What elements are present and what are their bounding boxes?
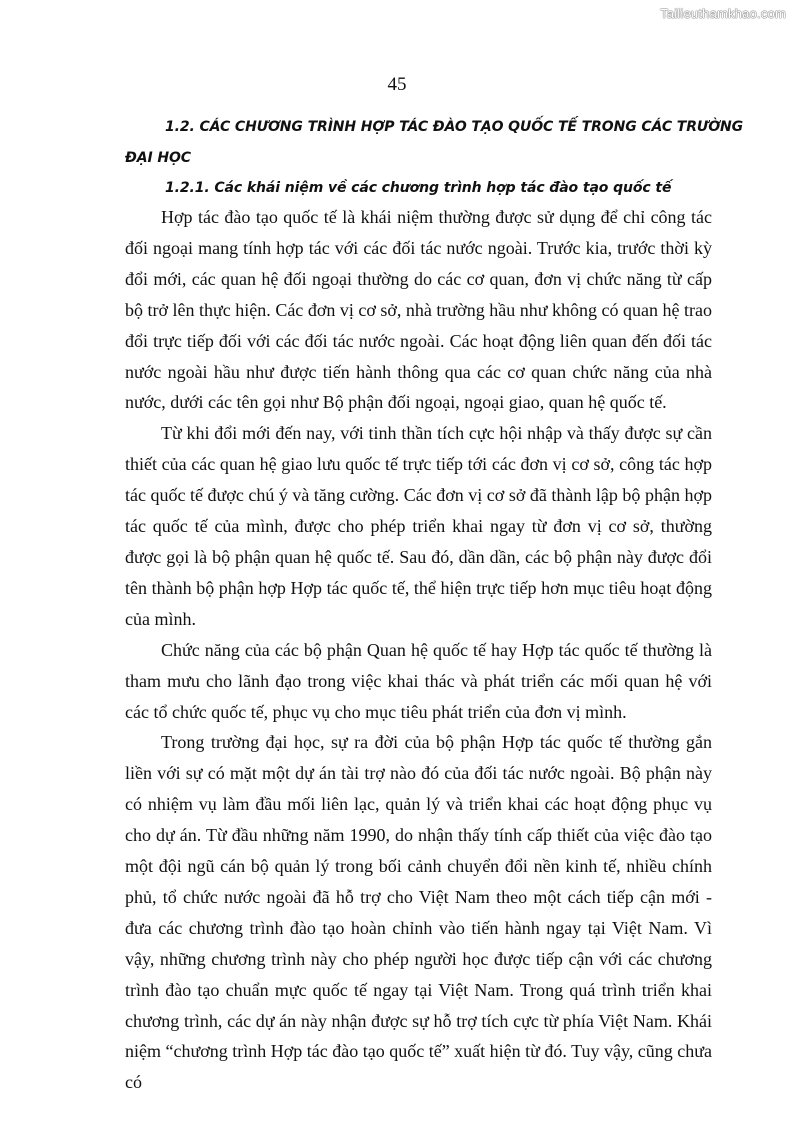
subsection-heading: 1.2.1. Các khái niệm về các chương trình hợp tác đào tạo quốc tế	[165, 180, 672, 196]
paragraph: Hợp tác đào tạo quốc tế là khái niệm thường được sử dụng để chỉ công tác đối ngoại mang tính hợp tác với các đối tác nước ngoài. Trước kia, trước thời kỳ đổi mới, các quan hệ đối ngoại thường do các cơ quan, đơn vị chức năng từ cấp bộ trở lên thực hiện. Các đơn vị cơ sở, nhà trường hầu như không có quan hệ trao đổi trực tiếp đối với các đối tác nước ngoài. Các hoạt động liên quan đến đối tác nước ngoài hầu như được tiến hành thông qua các cơ quan chức năng của nhà nước, dưới các tên gọi như Bộ phận đối ngoại, ngoại giao, quan hệ quốc tế.	[125, 207, 712, 413]
paragraph: Trong trường đại học, sự ra đời của bộ phận Hợp tác quốc tế thường gắn liền với sự có mặt một dự án tài trợ nào đó của đối tác nước ngoài. Bộ phận này có nhiệm vụ làm đầu mối liên lạc, quản lý và triển khai các hoạt động phục vụ cho dự án. Từ đầu những năm 1990, do nhận thấy tính cấp thiết của việc đào tạo một đội ngũ cán bộ quản lý trong bối cảnh chuyển đổi nền kinh tế, nhiều chính phủ, tổ chức nước ngoài đã hỗ trợ cho Việt Nam theo một cách tiếp cận mới - đưa các chương trình đào tạo hoàn chỉnh vào tiến hành ngay tại Việt Nam. Vì vậy, những chương trình này cho phép người học được tiếp cận với các chương trình đào tạo chuẩn mực quốc tế ngay tại Việt Nam. Trong quá trình triển khai chương trình, các dự án này nhận được sự hỗ trợ tích cực từ phía Việt Nam. Khái niệm “chương trình Hợp tác đào tạo quốc tế” xuất hiện từ đó. Tuy vậy, cũng chưa có	[125, 732, 713, 1093]
paragraph: Chức năng của các bộ phận Quan hệ quốc tế hay Hợp tác quốc tế thường là tham mưu cho lãnh đạo trong việc khai thác và phát triển các mối quan hệ với các tổ chức quốc tế, phục vụ cho mục tiêu phát triển của đơn vị mình.	[125, 639, 712, 722]
page-number: 45	[387, 74, 407, 95]
paragraph: Từ khi đổi mới đến nay, với tinh thần tích cực hội nhập và thấy được sự cần thiết của các quan hệ giao lưu quốc tế trực tiếp tới các đơn vị cơ sở, công tác hợp tác quốc tế được chú ý và tăng cường. Các đơn vị cơ sở đã thành lập bộ phận hợp tác quốc tế của mình, được cho phép triển khai ngay từ đơn vị cơ sở, thường được gọi là bộ phận quan hệ quốc tế. Sau đó, dần dần, các bộ phận này được đổi tên thành bộ phận hợp Hợp tác quốc tế, thể hiện trực tiếp hơn mục tiêu hoạt động của mình.	[125, 423, 712, 629]
section-heading-line-1: 1.2. CÁC CHƯƠNG TRÌNH HỢP TÁC ĐÀO TẠO QUỐC TẾ TRONG CÁC TRƯỜNG	[165, 119, 744, 135]
body-text	[125, 202, 712, 1098]
watermark: Tailieuthamkhao.com	[660, 6, 786, 21]
section-heading-line-2: ĐẠI HỌC	[125, 150, 191, 166]
